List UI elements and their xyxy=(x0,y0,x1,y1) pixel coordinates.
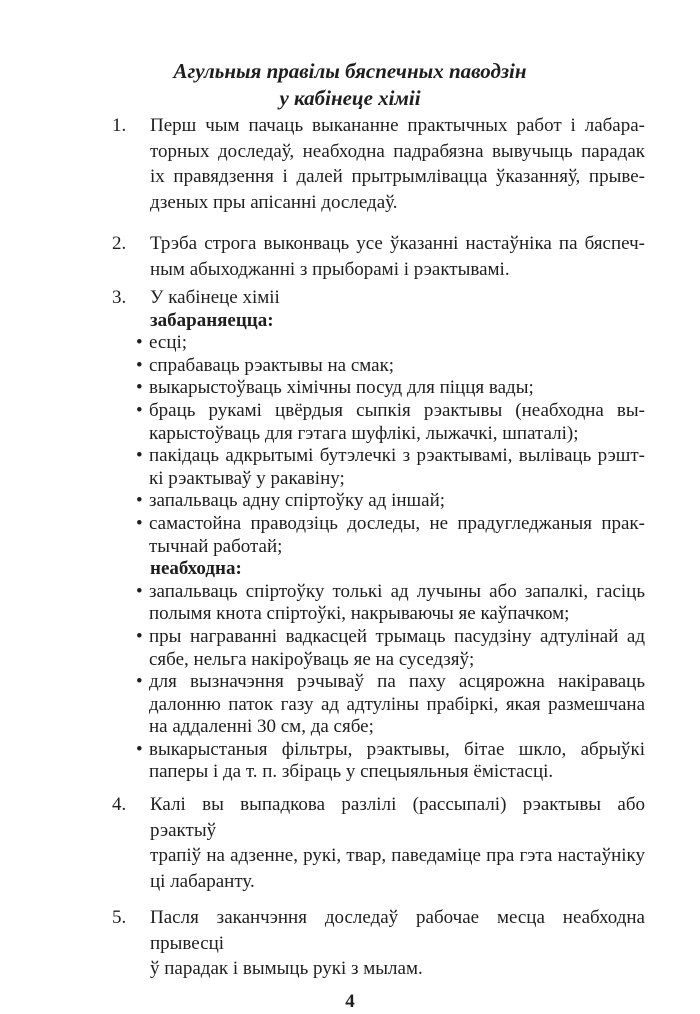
text-line: выкарыстаныя фільтры, рэактывы, бітае шкло, абрыўкі xyxy=(149,738,645,760)
page-number: 4 xyxy=(345,990,355,1012)
text-line: іх правядзення і далей прытрымлівацца ўказанняў, прыве- xyxy=(150,166,645,187)
text-line: спрабаваць рэактывы на смак; xyxy=(149,354,395,376)
text-line: Трэба строга выконваць усе ўказанні настаўніка па бяспеч- xyxy=(150,233,645,254)
rule-item-2 xyxy=(112,231,645,282)
prohibited-bullet xyxy=(136,377,645,400)
bullet-icon: • xyxy=(136,399,143,421)
text-line: далонню паток газу ад адтуліны прабіркі, якая размешчана xyxy=(149,693,645,715)
text-line: ў парадак і вымыць рукі з мылам. xyxy=(150,958,423,980)
bullet-icon: • xyxy=(136,625,143,647)
prohibited-bullet xyxy=(136,513,645,558)
text-line: есці; xyxy=(149,332,188,354)
text-line: для вызначэння рэчываў па паху асцярожна накіраваць xyxy=(149,671,645,693)
item-number: 3. xyxy=(112,287,127,308)
bullet-icon: • xyxy=(136,354,143,376)
text-line: выкарыстоўваць хімічны посуд для піцця вады; xyxy=(149,377,534,399)
rule-item-5 xyxy=(112,905,645,982)
bullet-icon: • xyxy=(136,445,143,467)
bullet-icon: • xyxy=(136,377,143,399)
required-bullet xyxy=(136,671,645,739)
rule-item-3 xyxy=(112,287,645,784)
text-line: ці лабаранту. xyxy=(150,870,255,892)
prohibited-heading: забараняецца: xyxy=(150,309,274,331)
required-bullet xyxy=(136,626,645,671)
text-line: дзеных пры апісанні доследаў. xyxy=(150,191,398,213)
text-line: ным абыходжанні з прыборамі і рэактывамі. xyxy=(150,258,510,280)
text-line: на аддаленні 30 см, да сябе; xyxy=(149,716,374,738)
bullet-icon: • xyxy=(136,671,143,693)
rule-item-4 xyxy=(112,792,645,894)
page-title xyxy=(0,58,700,112)
text-line: Пасля заканчэння доследаў рабочае месца неабходна прывесці xyxy=(150,907,645,954)
bullet-icon: • xyxy=(136,490,143,512)
text-line: паперы і да т. п. збіраць у спецыяльныя ёмістасці. xyxy=(149,761,554,783)
item-intro: У кабінеце хіміі xyxy=(150,287,280,308)
text-line: самастойна праводзіць доследы, не прадугледжаныя прак- xyxy=(149,512,645,534)
required-bullet xyxy=(136,739,645,784)
title-line: Агульныя правілы бяспечных паводзін xyxy=(173,59,527,83)
bullet-icon: • xyxy=(136,738,143,760)
text-line: полымя кнота спіртоўкі, накрываючы яе каўпачком; xyxy=(149,603,570,625)
text-line: кі рэактываў у ракавіну; xyxy=(149,467,345,489)
rule-item-1 xyxy=(112,113,645,215)
text-line: браць рукамі цвёрдыя сыпкія рэактывы (неабходна вы- xyxy=(149,399,645,421)
prohibited-bullet xyxy=(136,400,645,445)
title-line: у кабінеце хіміі xyxy=(279,86,421,110)
prohibited-bullet xyxy=(136,445,645,490)
item-number: 4. xyxy=(112,794,127,816)
text-line: запальваць спіртоўку толькі ад лучыны або запалкі, гасіць xyxy=(149,580,645,602)
item-number: 1. xyxy=(112,115,127,136)
text-line: пакідаць адкрытымі бутэлечкі з рэактывамі, выліваць рэшт- xyxy=(149,445,645,467)
prohibited-bullet xyxy=(136,332,645,355)
text-line: запальваць адну спіртоўку ад іншай; xyxy=(149,490,446,512)
bullet-icon: • xyxy=(136,512,143,534)
required-bullet xyxy=(136,581,645,626)
text-line: трапіў на адзенне, рукі, твар, паведаміце пра гэта настаўніку xyxy=(150,845,645,867)
text-line: Калі вы выпадкова разлілі (рассыпалі) рэактывы або рэактыў xyxy=(150,794,645,841)
text-line: карыстоўваць для гэтага шуфлікі, лыжачкі, шпаталі); xyxy=(149,422,579,444)
prohibited-bullet xyxy=(136,355,645,378)
bullet-icon: • xyxy=(136,580,143,602)
text-line: торных доследаў, неабходна падрабязна вывучыць парадак xyxy=(150,140,645,162)
text-line: сябе, нельга накіроўваць яе на суседзяў; xyxy=(149,648,475,670)
bullet-icon: • xyxy=(136,332,143,354)
text-line: тычнай работай; xyxy=(149,535,283,557)
required-heading: неабходна: xyxy=(150,558,242,580)
prohibited-bullet xyxy=(136,490,645,513)
text-line: пры награванні вадкасцей трымаць пасудзіну адтулінай ад xyxy=(149,625,645,647)
item-number: 2. xyxy=(112,233,127,254)
text-line: Перш чым пачаць выкананне практычных работ і лабара- xyxy=(150,115,645,136)
item-number: 5. xyxy=(112,907,127,929)
